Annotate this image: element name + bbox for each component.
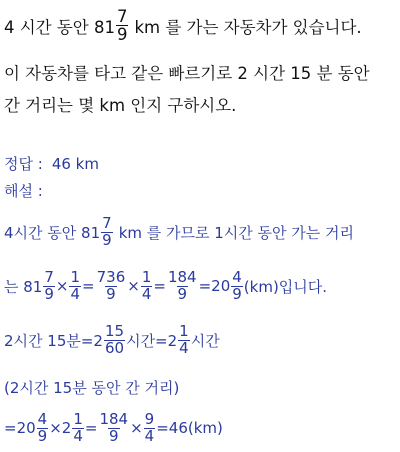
numerator: 4 [232, 268, 242, 286]
operator: = [84, 419, 98, 438]
operator: = [153, 277, 166, 296]
denominator: 4 [144, 426, 155, 445]
explanation-line-1 [4, 216, 354, 249]
numerator: 736 [96, 268, 126, 286]
denominator: 9 [44, 284, 54, 303]
explanation-label: 해설 : [4, 182, 43, 200]
operator: = [82, 277, 95, 296]
denominator: 4 [70, 284, 81, 303]
question-line-1 [4, 8, 362, 44]
fraction [43, 270, 55, 303]
fraction [116, 8, 129, 44]
answer-line [4, 153, 99, 174]
numerator: 1 [73, 410, 83, 428]
question-line-3 [4, 92, 236, 116]
explanation-text: 는 81 [4, 277, 43, 296]
denominator: 9 [109, 426, 119, 445]
explanation-text: 4시간 동안 81 [4, 223, 101, 242]
fraction [178, 324, 190, 357]
denominator: 4 [73, 426, 83, 445]
question-text: km 를 가는 자동차가 있습니다. [134, 17, 362, 37]
operator: × [127, 277, 140, 296]
numerator: 1 [70, 268, 81, 286]
denominator: 60 [104, 338, 125, 357]
numerator: 7 [102, 214, 112, 232]
denominator: 9 [106, 284, 116, 303]
operator: =20 [198, 277, 231, 296]
explanation-text: (km)입니다. [243, 277, 328, 296]
question-text: 이 자동차를 타고 같은 빠르기로 2 시간 15 분 동안 [4, 64, 370, 83]
fraction [141, 270, 153, 303]
fraction [96, 270, 127, 303]
numerator: 4 [37, 410, 48, 428]
answer-value: 46 km [51, 154, 99, 173]
denominator: 9 [102, 230, 112, 249]
question-text: 4 시간 동안 81 [4, 17, 115, 37]
numerator: 15 [104, 322, 125, 340]
question-text: 간 거리는 몇 km 인지 구하시오. [4, 96, 237, 115]
denominator: 4 [179, 338, 189, 357]
fraction [98, 412, 129, 445]
explanation-text: 2시간 15분=2 [4, 331, 103, 350]
explanation-line-5 [4, 412, 223, 445]
explanation-text: (2시간 15분 동안 간 거리) [4, 379, 180, 397]
explanation-text: 시간 [190, 331, 220, 350]
denominator: 9 [116, 25, 128, 45]
numerator: 7 [44, 268, 54, 286]
fraction [72, 412, 84, 445]
operator: × [55, 277, 69, 296]
operator: × [130, 419, 143, 438]
explanation-line-2 [4, 270, 327, 303]
fraction [231, 270, 243, 303]
explanation-line-3 [4, 324, 220, 357]
numerator: 1 [141, 268, 152, 286]
fraction [37, 412, 49, 445]
numerator: 7 [116, 7, 128, 26]
explanation-label-line [4, 180, 43, 201]
denominator: 9 [232, 284, 242, 303]
fraction [104, 324, 125, 357]
operator: ×2 [49, 419, 72, 438]
fraction [167, 270, 198, 303]
question-line-2 [4, 60, 370, 84]
fraction [144, 412, 156, 445]
denominator: 9 [37, 426, 48, 445]
fraction [69, 270, 81, 303]
numerator: 184 [167, 268, 197, 286]
explanation-text: =46(km) [156, 419, 223, 438]
fraction [101, 216, 113, 249]
explanation-text: =20 [4, 419, 36, 438]
explanation-text: km 를 가므로 1시간 동안 가는 거리 [118, 223, 355, 242]
numerator: 184 [99, 410, 129, 428]
explanation-line-4 [4, 377, 179, 398]
denominator: 9 [177, 284, 188, 303]
answer-label: 정답 : [4, 155, 43, 173]
denominator: 4 [141, 284, 152, 303]
explanation-text: 시간=2 [126, 331, 178, 350]
numerator: 9 [144, 410, 155, 428]
numerator: 1 [179, 322, 189, 340]
